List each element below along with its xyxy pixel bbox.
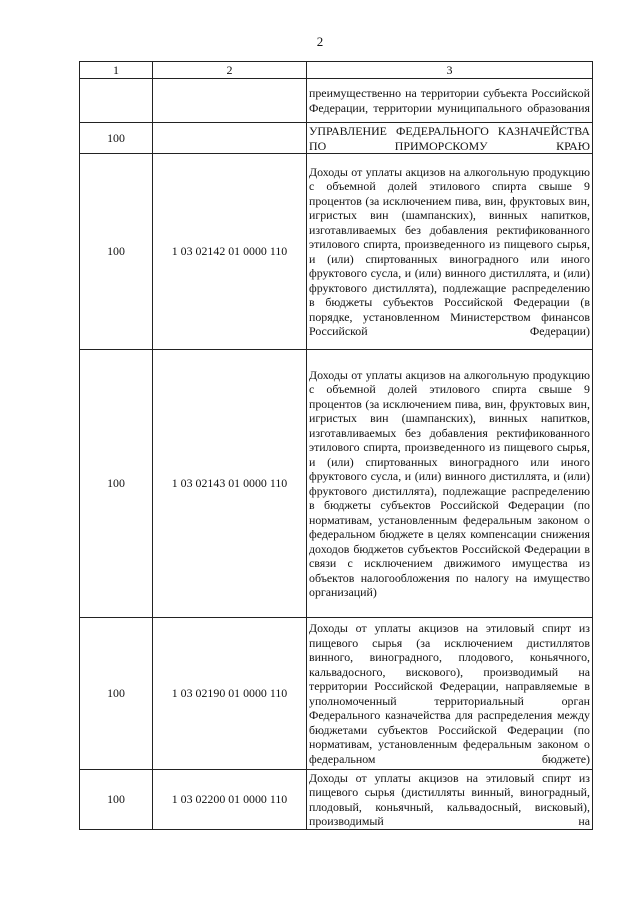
revenue-code-cell: 1 03 02142 01 0000 110: [153, 154, 307, 350]
column-header-3: 3: [307, 62, 593, 79]
table-row: [80, 123, 593, 154]
admin-code-cell: 100: [80, 350, 153, 618]
table-row: [80, 350, 593, 618]
table-row: [80, 154, 593, 350]
column-header-2: 2: [153, 62, 307, 79]
income-codes-table: [79, 61, 593, 830]
administrator-name-cell: УПРАВЛЕНИЕ ФЕДЕРАЛЬНОГО КАЗНАЧЕЙСТВА ПО ПРИМОРСКОМУ КРАЮ: [307, 123, 593, 154]
revenue-code-cell: 1 03 02190 01 0000 110: [153, 618, 307, 770]
admin-code-cell: [80, 79, 153, 123]
admin-code-cell: 100: [80, 154, 153, 350]
revenue-code-cell: 1 03 02143 01 0000 110: [153, 350, 307, 618]
admin-code-cell: 100: [80, 770, 153, 830]
table-row: [80, 770, 593, 830]
table-header-row: [80, 62, 593, 79]
column-header-1: 1: [80, 62, 153, 79]
table-row: [80, 618, 593, 770]
revenue-code-cell: [153, 79, 307, 123]
revenue-description-cell: Доходы от уплаты акцизов на алкогольную продукцию с объемной долей этилового спирта свыше 9 процентов (за исключением пива, вин, фруктовых вин, игристых вин (шампанских), винных напитков, изготавливаемых без добавления ректификованного этилового спирта, произведенного из пищевого сырья, и (или) спиртованных виноградного или иного фруктового сусла, и (или) винного дистиллята, и (или) фруктового дистиллята), подлежащие распределению в бюджеты субъектов Российской Федерации (по нормативам, установленным федеральным законом о федеральном бюджете в целях компенсации снижения доходов бюджетов субъектов Российской Федерации в связи с исключением движимого имущества из объектов налогообложения по налогу на имущество организаций): [307, 350, 593, 618]
page-number: 2: [316, 34, 324, 49]
revenue-description-cell: преимущественно на территории субъекта Российской Федерации, территории муниципального образования: [307, 79, 593, 123]
revenue-description-cell: Доходы от уплаты акцизов на этиловый спирт из пищевого сырья (за исключением дистиллятов винного, виноградного, плодового, коньячного, кальвадосного, вискового), производимый на территории Российской Федерации, направляемые в уполномоченный территориальный орган Федерального казначейства для распределения между бюджетами субъектов Российской Федерации (по нормативам, установленным федеральным законом о федеральном бюджете): [307, 618, 593, 770]
revenue-code-cell: 1 03 02200 01 0000 110: [153, 770, 307, 830]
admin-code-cell: 100: [80, 618, 153, 770]
revenue-description-cell: Доходы от уплаты акцизов на алкогольную продукцию с объемной долей этилового спирта свыше 9 процентов (за исключением пива, вин, фруктовых вин, игристых вин (шампанских), винных напитков, изготавливаемых без добавления ректификованного этилового спирта, произведенного из пищевого сырья, и (или) спиртованных виноградного или иного фруктового сусла, и (или) винного дистиллята, и (или) фруктового дистиллята), подлежащие распределению в бюджеты субъектов Российской Федерации (в порядке, установленном Министерством финансов Российской Федерации): [307, 154, 593, 350]
table-row: [80, 79, 593, 123]
revenue-code-cell: [153, 123, 307, 154]
admin-code-cell: 100: [80, 123, 153, 154]
revenue-description-cell: Доходы от уплаты акцизов на этиловый спирт из пищевого сырья (дистилляты винный, виноградный, плодовый, коньячный, кальвадосный, висковый), производимый на: [307, 770, 593, 830]
